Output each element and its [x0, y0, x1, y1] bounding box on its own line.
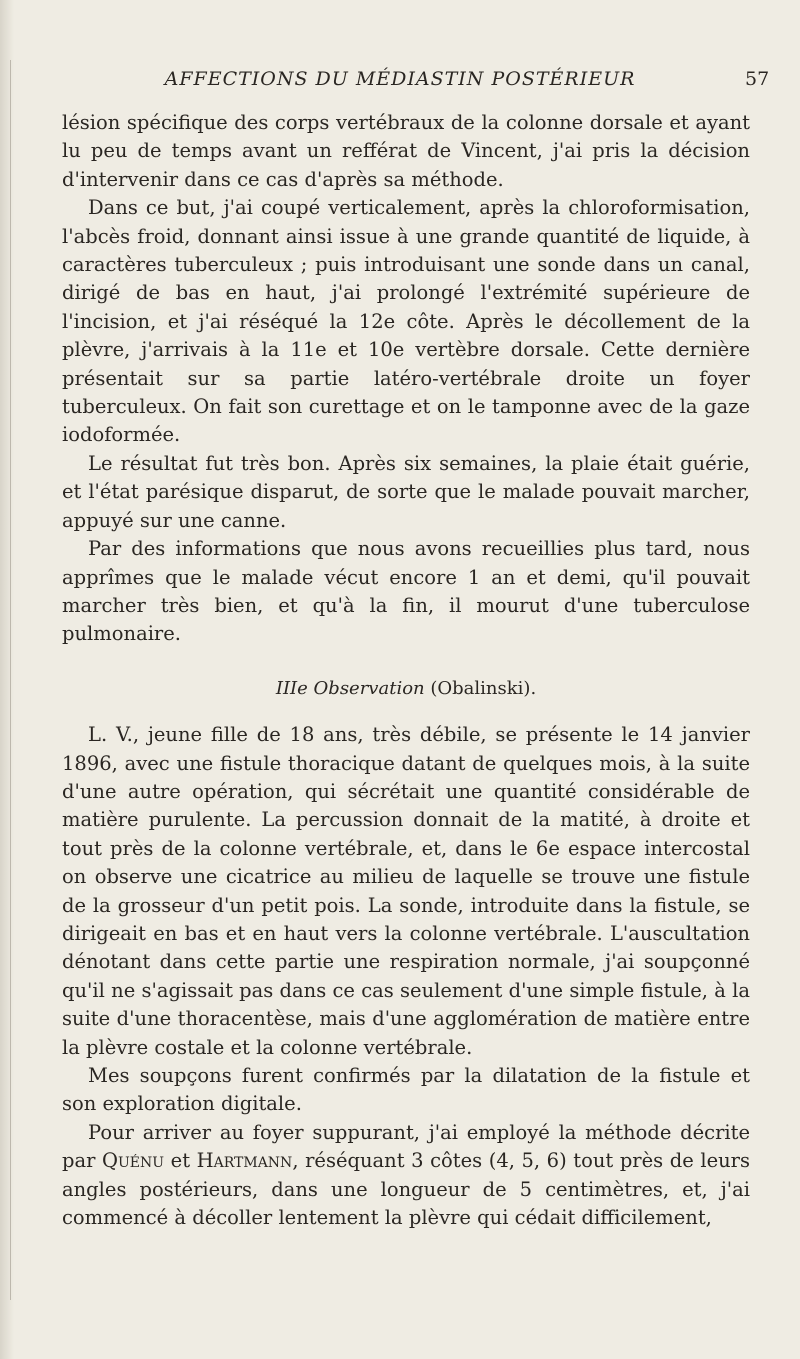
paragraph-7	[62, 1119, 750, 1233]
observation-title	[62, 675, 750, 703]
paragraph-6: Mes soupçons furent confirmés par la dilatation de la fistule et son exploration digitale.	[62, 1064, 750, 1116]
body-text	[62, 109, 750, 1232]
page-spine-shadow	[0, 0, 14, 1359]
paragraph-1: lésion spécifique des corps vertébraux de la colonne dorsale et ayant lu peu de temps avant un refférat de Vincent, j'ai pris la décision d'intervenir dans ce cas d'après sa méthode.	[62, 111, 750, 191]
author-name-hartmann: Hartmann	[196, 1149, 293, 1173]
paragraph-5: L. V., jeune fille de 18 ans, très débile, se présente le 14 janvier 1896, avec une fistule thoracique datant de quelques mois, à la suite d'une autre opération, qui sécrétait une quantité considérable de matière purulente. La percussion donnait de la matité, à droite et tout près de la colonne vertébrale, et, dans le 6e espace intercostal on observe une cicatrice au milieu de laquelle se trouve une fistule de la grosseur d'un petit pois. La sonde, introduite dans la fistule, se dirigeait en bas et en haut vers la colonne vertébrale. L'auscultation dénotant dans cette partie une respiration normale, j'ai soupçonné qu'il ne s'agissait pas dans ce cas seulement d'une simple fistule, à la suite d'une thoracentèse, mais d'une agglomération de matière entre la plèvre costale et la colonne vertébrale.	[62, 723, 750, 1059]
page-number: 57	[745, 68, 770, 90]
paragraph-4: Par des informations que nous avons recueillies plus tard, nous apprîmes que le malade vécut encore 1 an et demi, qu'il pouvait marcher très bien, et qu'à la fin, il mourut d'une tuberculose pulmonaire.	[62, 537, 750, 646]
paragraph-7-start: Pour arriver au foyer suppurant, j'ai employé la méthode décrite par	[62, 1120, 750, 1173]
observation-number: IIIe Observation	[275, 677, 425, 699]
paragraph-7-conjunction: et	[164, 1149, 197, 1173]
paragraph-2: Dans ce but, j'ai coupé verticalement, après la chloroformisation, l'abcès froid, donnant ainsi issue à une grande quantité de liquide, à caractères tuberculeux ; puis introduisant une sonde dans un canal, dirigé de bas en haut, j'ai prolongé l'extrémité supérieure de l'incision, et j'ai réséqué la 12e côte. Après le décollement de la plèvre, j'arrivais à la 11e et 10e vertèbre dorsale. Cette dernière présentait sur sa partie latéro-vertébrale droite un foyer tuberculeux. On fait son curettage et on le tamponne avec de la gaze iodoformée.	[62, 196, 750, 447]
author-name-quenu: Quénu	[102, 1149, 165, 1173]
running-head: AFFECTIONS DU MÉDIASTIN POSTÉRIEUR	[164, 68, 636, 90]
paragraph-7-end: , réséquant 3 côtes (4, 5, 6) tout près de leurs angles postérieurs, dans une longueur de 5 centimètres, et, j'ai commencé à décoller lentement la plèvre qui cédait difficilement,	[62, 1149, 750, 1230]
observation-author: (Obalinski).	[430, 677, 537, 699]
page-edge-line	[10, 60, 11, 1300]
paragraph-3: Le résultat fut très bon. Après six semaines, la plaie était guérie, et l'état parésique disparut, de sorte que le malade pouvait marcher, appuyé sur une canne.	[62, 451, 750, 532]
